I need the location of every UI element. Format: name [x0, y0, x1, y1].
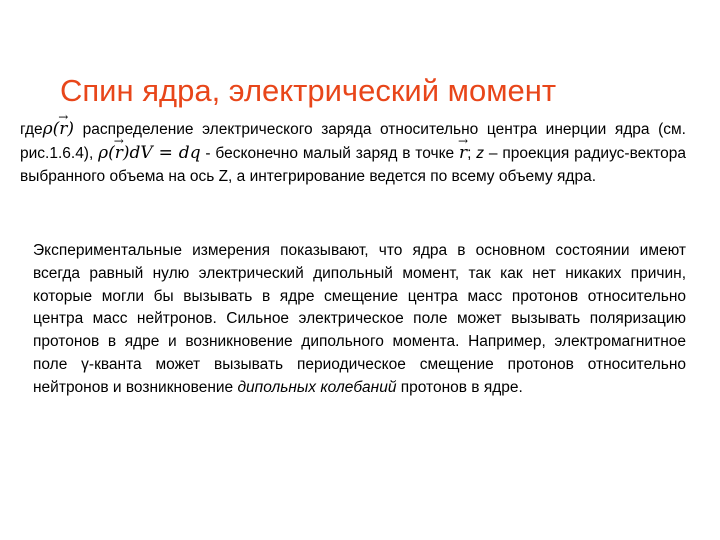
z-symbol: z: [476, 144, 485, 162]
dV-dq: )dV = dq: [122, 142, 201, 163]
r-vector: → r: [59, 118, 67, 141]
rho-symbol-2: ρ(: [98, 142, 115, 163]
paragraph2-text-main: Экспериментальные измерения показывают, что ядра в основном состоянии имеют всегда равный нулю электрический дипольный момент, так как нет никаких причин, которые могли бы вызывать в ядре смещение центра масс протонов относительно центра масс нейтронов. Сильное электрическое поле может вызывать поляризацию протонов в ядре и возникновение дипольного момента. Например, электромагнитное поле γ-кванта может вызывать периодическое смещение протонов относительно нейтронов и возникновение: [33, 242, 686, 396]
paragraph1-text-b: - бесконечно малый заряд в точке: [200, 144, 459, 162]
slide-title: Спин ядра, электрический момент: [60, 72, 557, 108]
charge-density-formula: [43, 119, 74, 139]
paragraph-definition: [20, 118, 686, 188]
paragraph1-text-d: – проекция радиус-вектора выбранного объема на ось Z, а интегрирование ведется по всему объему ядра.: [20, 144, 686, 185]
paragraph2-text-end: протонов в ядре.: [396, 378, 523, 396]
paragraph-experiments: [33, 240, 686, 400]
dipole-oscillations-term: дипольных колебаний: [237, 378, 397, 396]
r-vector-2: → r: [115, 142, 123, 165]
close-paren: ): [67, 119, 75, 139]
paragraph1-text-a: распределение электрического заряда относительно центра инерции ядра (см. рис.1.6.4),: [20, 121, 686, 162]
charge-element-formula: [98, 143, 200, 163]
rho-symbol: ρ(: [42, 119, 60, 139]
paragraph1-text-c: ;: [467, 144, 477, 162]
where-word: где: [20, 121, 43, 138]
point-r-vector: → r: [459, 142, 467, 165]
